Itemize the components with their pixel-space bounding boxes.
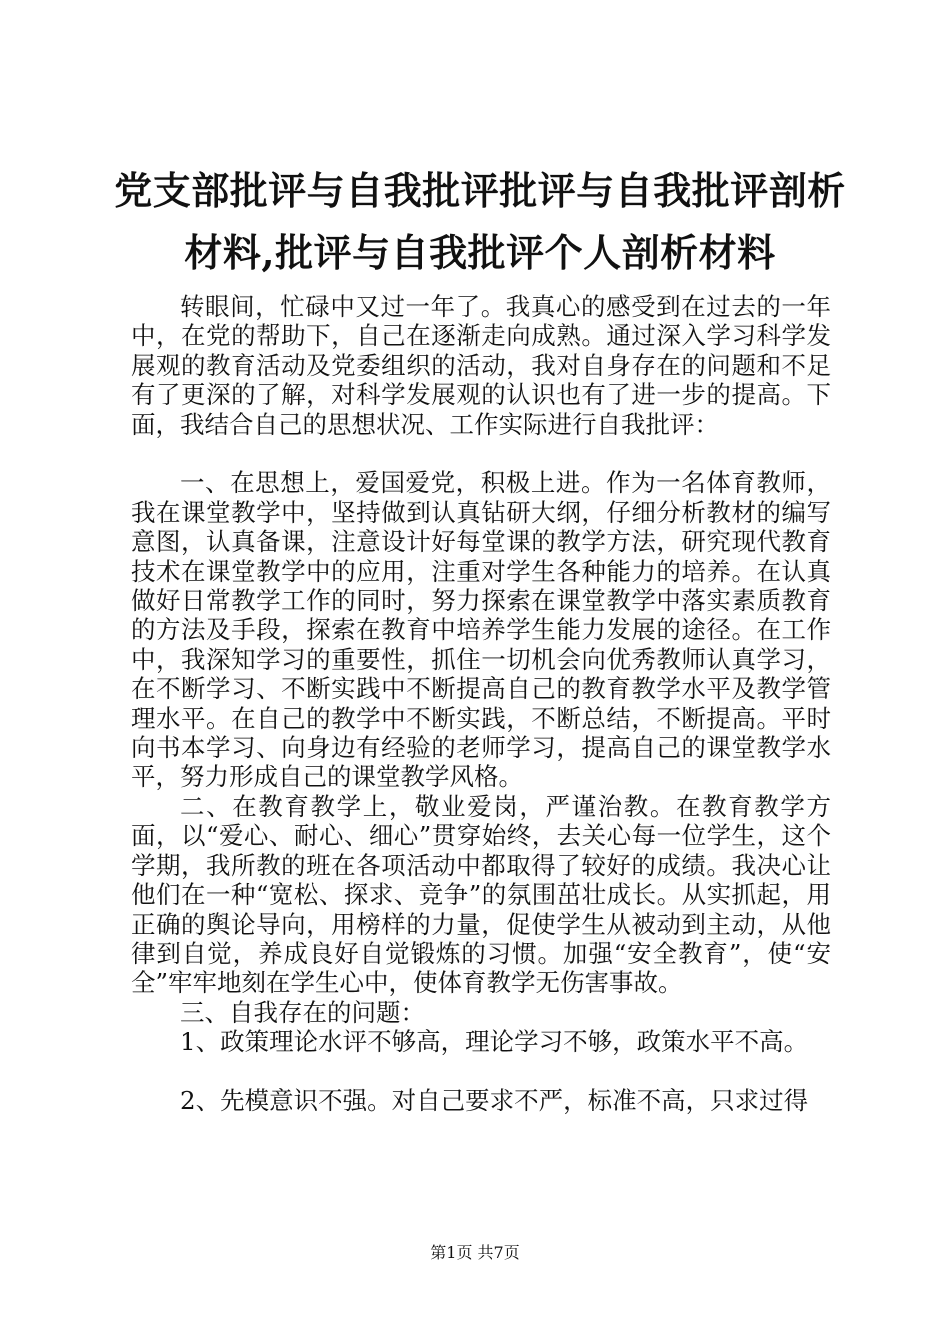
document-title: 党支部批评与自我批评批评与自我批评剖析材料,批评与自我批评个人剖析材料 bbox=[114, 168, 846, 275]
section-two-paragraph: 二、在教育教学上，敬业爱岗，严谨治教。在教育教学方面，以“爱心、耐心、细心”贯穿始终，去关心每一位学生，这个学期，我所教的班在各项活动中都取得了较好的成绩。我决心让他们在一种“宽松、探求、竞争”的氛围茁壮成长。从实抓起，用正确的舆论导向，用榜样的力量，促使学生从被动到主动，从他律到自觉，养成良好自觉锻炼的习惯。加强“安全教育”，使“安全”牢牢地刻在学生心中，使体育教学无伤害事故。 bbox=[131, 791, 831, 998]
section-one-paragraph: 一、在思想上，爱国爱党，积极上进。作为一名体育教师，我在课堂教学中，坚持做到认真钻研大纲，仔细分析教材的编写意图，认真备课，注意设计好每堂课的教学方法，研究现代教育技术在课堂教学中的应用，注重对学生各种能力的培养。在认真做好日常教学工作的同时，努力探索在课堂教学中落实素质教育的方法及手段，探索在教育中培养学生能力发展的途径。在工作中，我深知学习的重要性，抓住一切机会向优秀教师认真学习，在不断学习、不断实践中不断提高自己的教育教学水平及教学管理水平。在自己的教学中不断实践，不断总结，不断提高。平时向书本学习、向身边有经验的老师学习，提高自己的课堂教学水平，努力形成自己的课堂教学风格。 bbox=[131, 468, 831, 792]
page-footer: 第1页 共7页 bbox=[430, 1243, 520, 1262]
document-body bbox=[131, 292, 831, 1115]
section-three-heading: 三、自我存在的问题： bbox=[180, 997, 425, 1027]
problem-item-2: 2、先模意识不强。对自己要求不严，标准不高，只求过得 bbox=[180, 1085, 809, 1115]
problem-item-1: 1、政策理论水评不够高，理论学习不够，政策水平不高。 bbox=[180, 1027, 809, 1057]
intro-paragraph: 转眼间，忙碌中又过一年了。我真心的感受到在过去的一年中，在党的帮助下，自己在逐渐走向成熟。通过深入学习科学发展观的教育活动及党委组织的活动，我对自身存在的问题和不足有了更深的了解，对科学发展观的认识也有了进一步的提高。下面，我结合自己的思想状况、工作实际进行自我批评： bbox=[131, 292, 831, 439]
